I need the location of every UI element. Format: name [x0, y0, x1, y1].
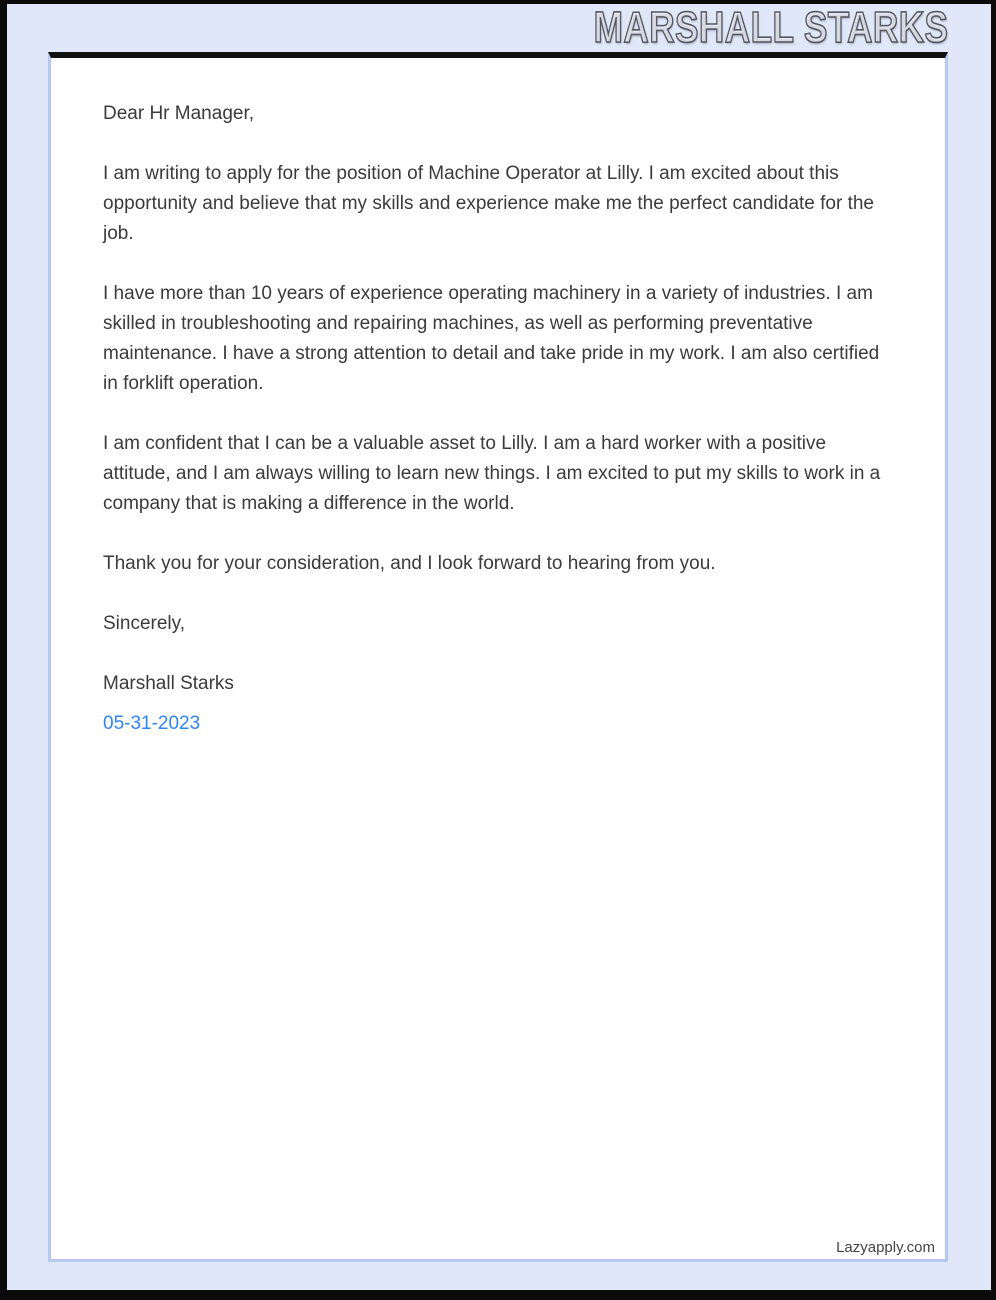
salutation: Dear Hr Manager, [103, 103, 255, 124]
paragraph-thanks: Thank you for your consideration, and I look forward to hearing from you. [103, 553, 716, 574]
letterhead-name: MARSHALL STARKS [593, 3, 948, 52]
letterhead [505, 4, 948, 52]
lazyapply-branding: Lazyapply.com [836, 1239, 935, 1256]
paragraph-experience: I have more than 10 years of experience operating machinery in a variety of industries. I am skilled in troubleshooting and repairing machines, as well as performing preventative maintenance. I have a strong attention to detail and take pride in my work. I am also certified in forklift operation. [103, 283, 880, 394]
letter-body [51, 58, 945, 739]
paragraph-value: I am confident that I can be a valuable asset to Lilly. I am a hard worker with a positive attitude, and I am always willing to learn new things. I am excited to put my skills to work in a company that is making a difference in the world. [103, 433, 881, 514]
closing: Sincerely, [103, 613, 186, 634]
letter-date: 05-31-2023 [103, 713, 201, 734]
signature-name: Marshall Starks [103, 673, 234, 694]
paragraph-intro: I am writing to apply for the position of Machine Operator at Lilly. I am excited about this opportunity and believe that my skills and experience make me the perfect candidate for the job. [103, 163, 874, 244]
letter-page [48, 52, 948, 1262]
